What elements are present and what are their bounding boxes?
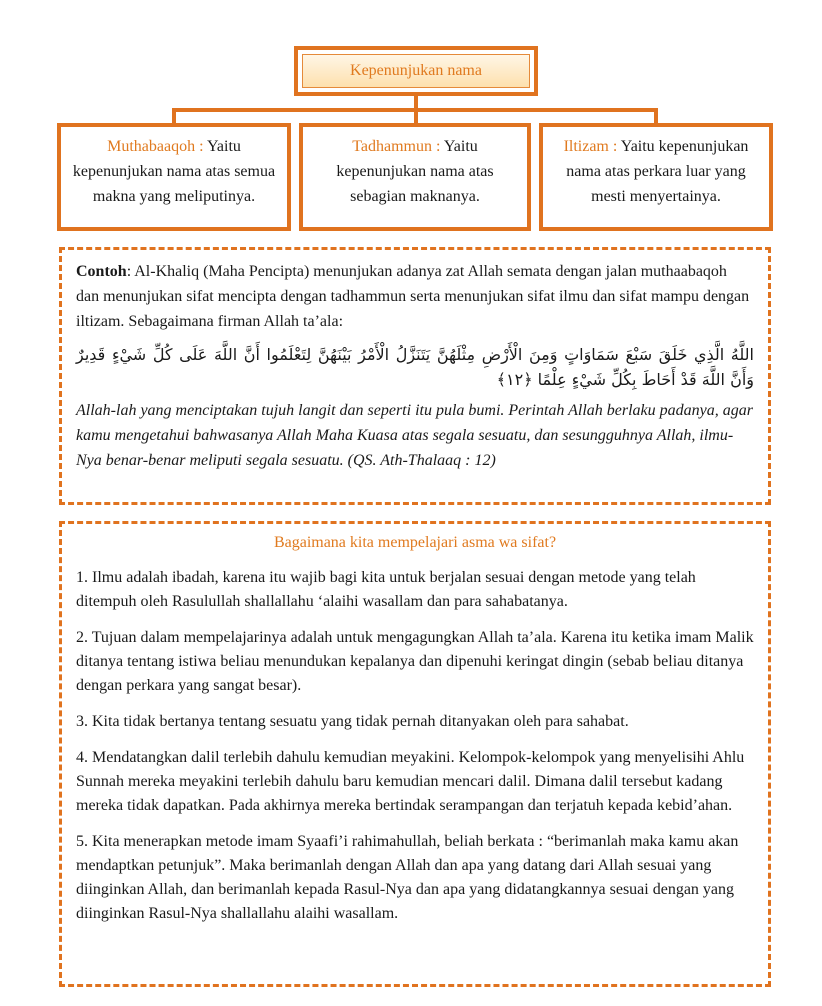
example-text: : Al-Khaliq (Maha Pencipta) menunjukan adanya zat Allah semata dengan jalan muthaabaqoh dan menunjukan sifat mencipta dengan tadhammun serta menunjukan sifat ilmu dan sifat mampu dengan iltizam. Sebagaimana firman Allah ta’ala: <box>76 263 750 330</box>
definition-term: Muthabaaqoh <box>107 138 196 155</box>
definition-separator: : <box>195 138 207 155</box>
definition-term: Iltizam <box>563 138 609 155</box>
howto-title: Bagaimana kita mempelajari asma wa sifat? <box>273 534 557 551</box>
quran-verse-arabic: اللَّهُ الَّذِي خَلَقَ سَبْعَ سَمَاوَاتٍ وَمِنَ الْأَرْضِ مِثْلَهُنَّ يَتَنَزَّلُ الْأَمْرُ بَيْنَهُنَّ لِتَعْلَمُوا أَنَّ اللَّهَ عَلَى كُلِّ شَيْءٍ قَدِيرٌ وَأَنَّ اللَّهَ قَدْ أَحَاطَ بِكُلِّ شَيْءٍ عِلْمًا ﴿١٢﴾ <box>76 345 754 389</box>
definition-box-tadhammun <box>299 123 531 231</box>
connector-left <box>172 108 176 124</box>
definition-term: Tadhammun <box>352 138 432 155</box>
example-box <box>59 247 771 505</box>
howto-point-1: 1. Ilmu adalah ibadah, karena itu wajib bagi kita untuk berjalan sesuai dengan metode yang telah ditempuh oleh Rasulullah shallallahu ‘alaihi wasallam dan para sahabatanya. <box>76 569 696 610</box>
definition-separator: : <box>608 138 621 155</box>
definition-box-iltizam <box>539 123 773 231</box>
connector-middle <box>414 108 418 124</box>
howto-point-4: 4. Mendatangkan dalil terlebih dahulu kemudian meyakini. Kelompok-kelompok yang menyelisihi Ahlu Sunnah mereka meyakini terlebih dahulu baru kemudian mencari dalil. Dimana dalil tersebut kadang mereka tidak dapatkan. Pada akhirnya mereka bertindak serampangan dan terjatuh kepada kebid’ahan. <box>76 749 745 814</box>
quran-verse-translation: Allah-lah yang menciptakan tujuh langit dan seperti itu pula bumi. Perintah Allah berlaku padanya, agar kamu mengetahui bahwasanya Allah Maha Kuasa atas segala sesuatu, dan sesungguhnya Allah, ilmu-Nya benar-benar meliputi segala sesuatu. (QS. Ath-Thalaaq : 12) <box>76 402 753 469</box>
definition-separator: : <box>431 138 444 155</box>
example-paragraph <box>76 259 754 334</box>
diagram-root-title: Kepenunjukan nama <box>302 54 530 88</box>
howto-point-5: 5. Kita menerapkan metode imam Syaafi’i rahimahullah, beliah berkata : “berimanlah maka kamu akan mendaptkan petunjuk”. Maka berimanlah dengan Allah dan apa yang datang dari Allah sesuai yang diinginkan Allah, dan berimanlah kepada Rasul-Nya dan apa yang didatangkannya sesuai dengan yang diinginkan Rasul-Nya shallallahu alaihi wasallam. <box>76 833 739 922</box>
example-label: Contoh <box>76 263 127 280</box>
definition-text: Yaitu kepenunjukan nama atas sebagian maknanya. <box>336 138 494 205</box>
definition-text: Yaitu kepenunjukan nama atas semua makna yang meliputinya. <box>72 138 276 205</box>
diagram-root-box <box>294 46 538 96</box>
connector-right <box>654 108 658 124</box>
howto-point-2: 2. Tujuan dalam mempelajarinya adalah untuk mengagungkan Allah ta’ala. Karena itu ketika imam Malik ditanya tentang istiwa beliau menundukan kepalanya dan dipenuhi keringat dingin (sebab beliau ditanya dengan perkara yang sangat besar). <box>76 629 754 694</box>
howto-box <box>59 521 771 987</box>
definition-text: Yaitu kepenunjukan nama atas perkara luar yang mesti menyertainya. <box>566 138 749 205</box>
howto-point-3: 3. Kita tidak bertanya tentang sesuatu yang tidak pernah ditanyakan oleh para sahabat. <box>76 713 629 730</box>
definition-box-muthabaaqoh <box>57 123 291 231</box>
